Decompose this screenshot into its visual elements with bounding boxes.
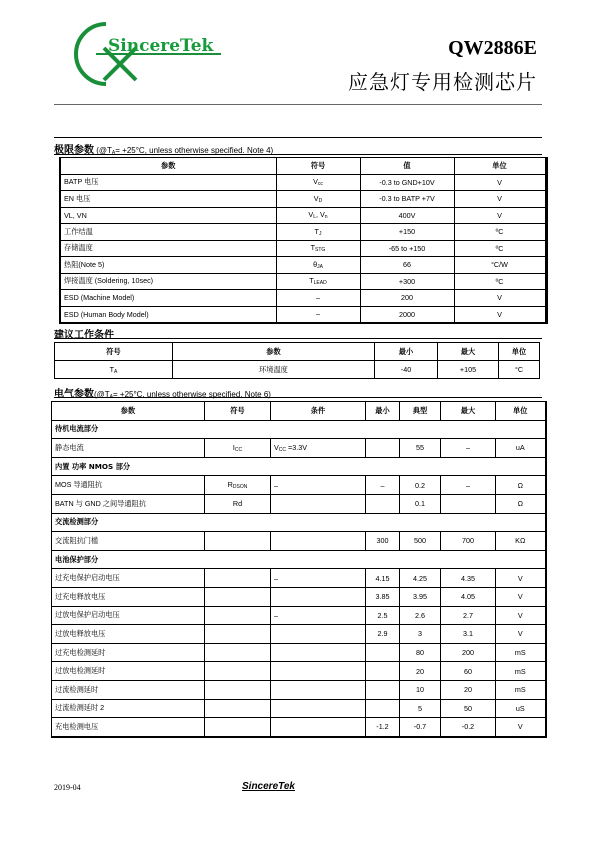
- document-subtitle: 应急灯专用检测芯片: [348, 70, 537, 94]
- abs-max-heading: 极限参数 ($@T_A= +25^\circ C$, unless otherwise specified. Note 4): [54, 145, 274, 156]
- col-header: 最大: [438, 343, 499, 361]
- group-row-battery: 电池保护部分: [52, 550, 546, 569]
- table-row: 工作结温 $T_J$ +150 ºC: [60, 224, 546, 241]
- table-row: EN 电压 $V_D$ -0.3 to BATP +7V V: [60, 191, 546, 208]
- table-row: 过充电释放电压 3.85 3.95 4.05 V: [52, 587, 546, 606]
- col-header: 单位: [499, 343, 540, 361]
- footer-date: 2019-04: [54, 783, 81, 792]
- table-row: 过流检测延时 2 5 50 uS: [52, 699, 546, 718]
- table-header-row: [52, 402, 546, 421]
- table-header-row: [60, 158, 546, 175]
- table-row: BATN 与 GND 之间导通阻抗 Rd 0.1 Ω: [52, 494, 546, 513]
- table-row: 存储温度 $T_{STG}$ -65 to +150 ºC: [60, 240, 546, 257]
- rec-op-rule: [54, 338, 542, 339]
- footer-brand: SincereTek: [242, 781, 295, 792]
- table-row: VL, VN $V_L$, $V_n$ 400V V: [60, 207, 546, 224]
- table-row: 过流检测延时 10 20 mS: [52, 680, 546, 699]
- rec-op-table: [54, 342, 540, 379]
- col-header: 单位: [496, 402, 546, 421]
- table-row: 交流阻抗门槛 300 500 700 KΩ: [52, 532, 546, 551]
- table-row: 焊接温度 (Soldering, 10sec) $T_{LEAD}$ +300 ºC: [60, 273, 546, 290]
- col-header: 单位: [454, 158, 546, 175]
- table-row: 过放电检测延时 20 60 mS: [52, 662, 546, 681]
- elec-heading: 电气参数($@T_A= +25^\circ C$, unless otherwise specified. Note 6): [54, 389, 271, 400]
- col-header: 符号: [55, 343, 173, 361]
- header-divider: [54, 104, 542, 105]
- col-header: 参数: [173, 343, 375, 361]
- rec-op-heading: 建议工作条件: [54, 330, 114, 341]
- table-header-row: [55, 343, 540, 361]
- table-row: 过充电检测延时 80 200 mS: [52, 643, 546, 662]
- group-row-nmos: 内置 功率 NMOS 部分: [52, 457, 546, 476]
- col-header: 参数: [52, 402, 205, 421]
- col-header: 符号: [276, 158, 360, 175]
- table-row: 充电检测电压 -1.2 -0.7 -0.2 V: [52, 718, 546, 737]
- elec-table: [51, 401, 547, 738]
- table-row: ESD (Machine Model) – 200 V: [60, 290, 546, 307]
- logo-text: SincereTek: [108, 36, 214, 56]
- abs-max-table: [59, 157, 548, 324]
- col-header: 符号: [205, 402, 271, 421]
- group-row-ac: 交流检测部分: [52, 513, 546, 532]
- table-row: BATP 电压 $V_{cc}$ -0.3 to GND+10V V: [60, 174, 546, 191]
- table-row: $T_A$ 环境温度 -40 +105 °C: [55, 361, 540, 379]
- table-row: 静态电流 $I_{CC}$ $V_{CC} =3.3V$ 55 – uA: [52, 439, 546, 458]
- table-row: MOS 导通阻抗 $R_{DSON}$ – – 0.2 – Ω: [52, 476, 546, 495]
- elec-rule: [54, 397, 542, 398]
- table-row: ESD (Human Body Model) – 2000 V: [60, 306, 546, 323]
- table-row: 过放电释放电压 2.9 3 3.1 V: [52, 625, 546, 644]
- col-header: 条件: [271, 402, 366, 421]
- table-row: 过放电保护启动电压 – 2.5 2.6 2.7 V: [52, 606, 546, 625]
- sinceretek-logo: [66, 18, 226, 88]
- table-row: 热阻(Note 5) $\theta_{JA}$ 66 °C/W: [60, 257, 546, 274]
- table-row: 过充电保护启动电压 – 4.15 4.25 4.35 V: [52, 569, 546, 588]
- abs-max-top-rule: [54, 137, 542, 138]
- part-number: QW2886E: [448, 37, 537, 59]
- col-header: 典型: [400, 402, 441, 421]
- col-header: 最大: [441, 402, 496, 421]
- col-header: 最小: [366, 402, 400, 421]
- col-header: 参数: [60, 158, 276, 175]
- group-row-standby: 待机电流部分: [52, 420, 546, 439]
- col-header: 值: [360, 158, 454, 175]
- abs-max-bottom-rule: [54, 154, 542, 155]
- col-header: 最小: [375, 343, 438, 361]
